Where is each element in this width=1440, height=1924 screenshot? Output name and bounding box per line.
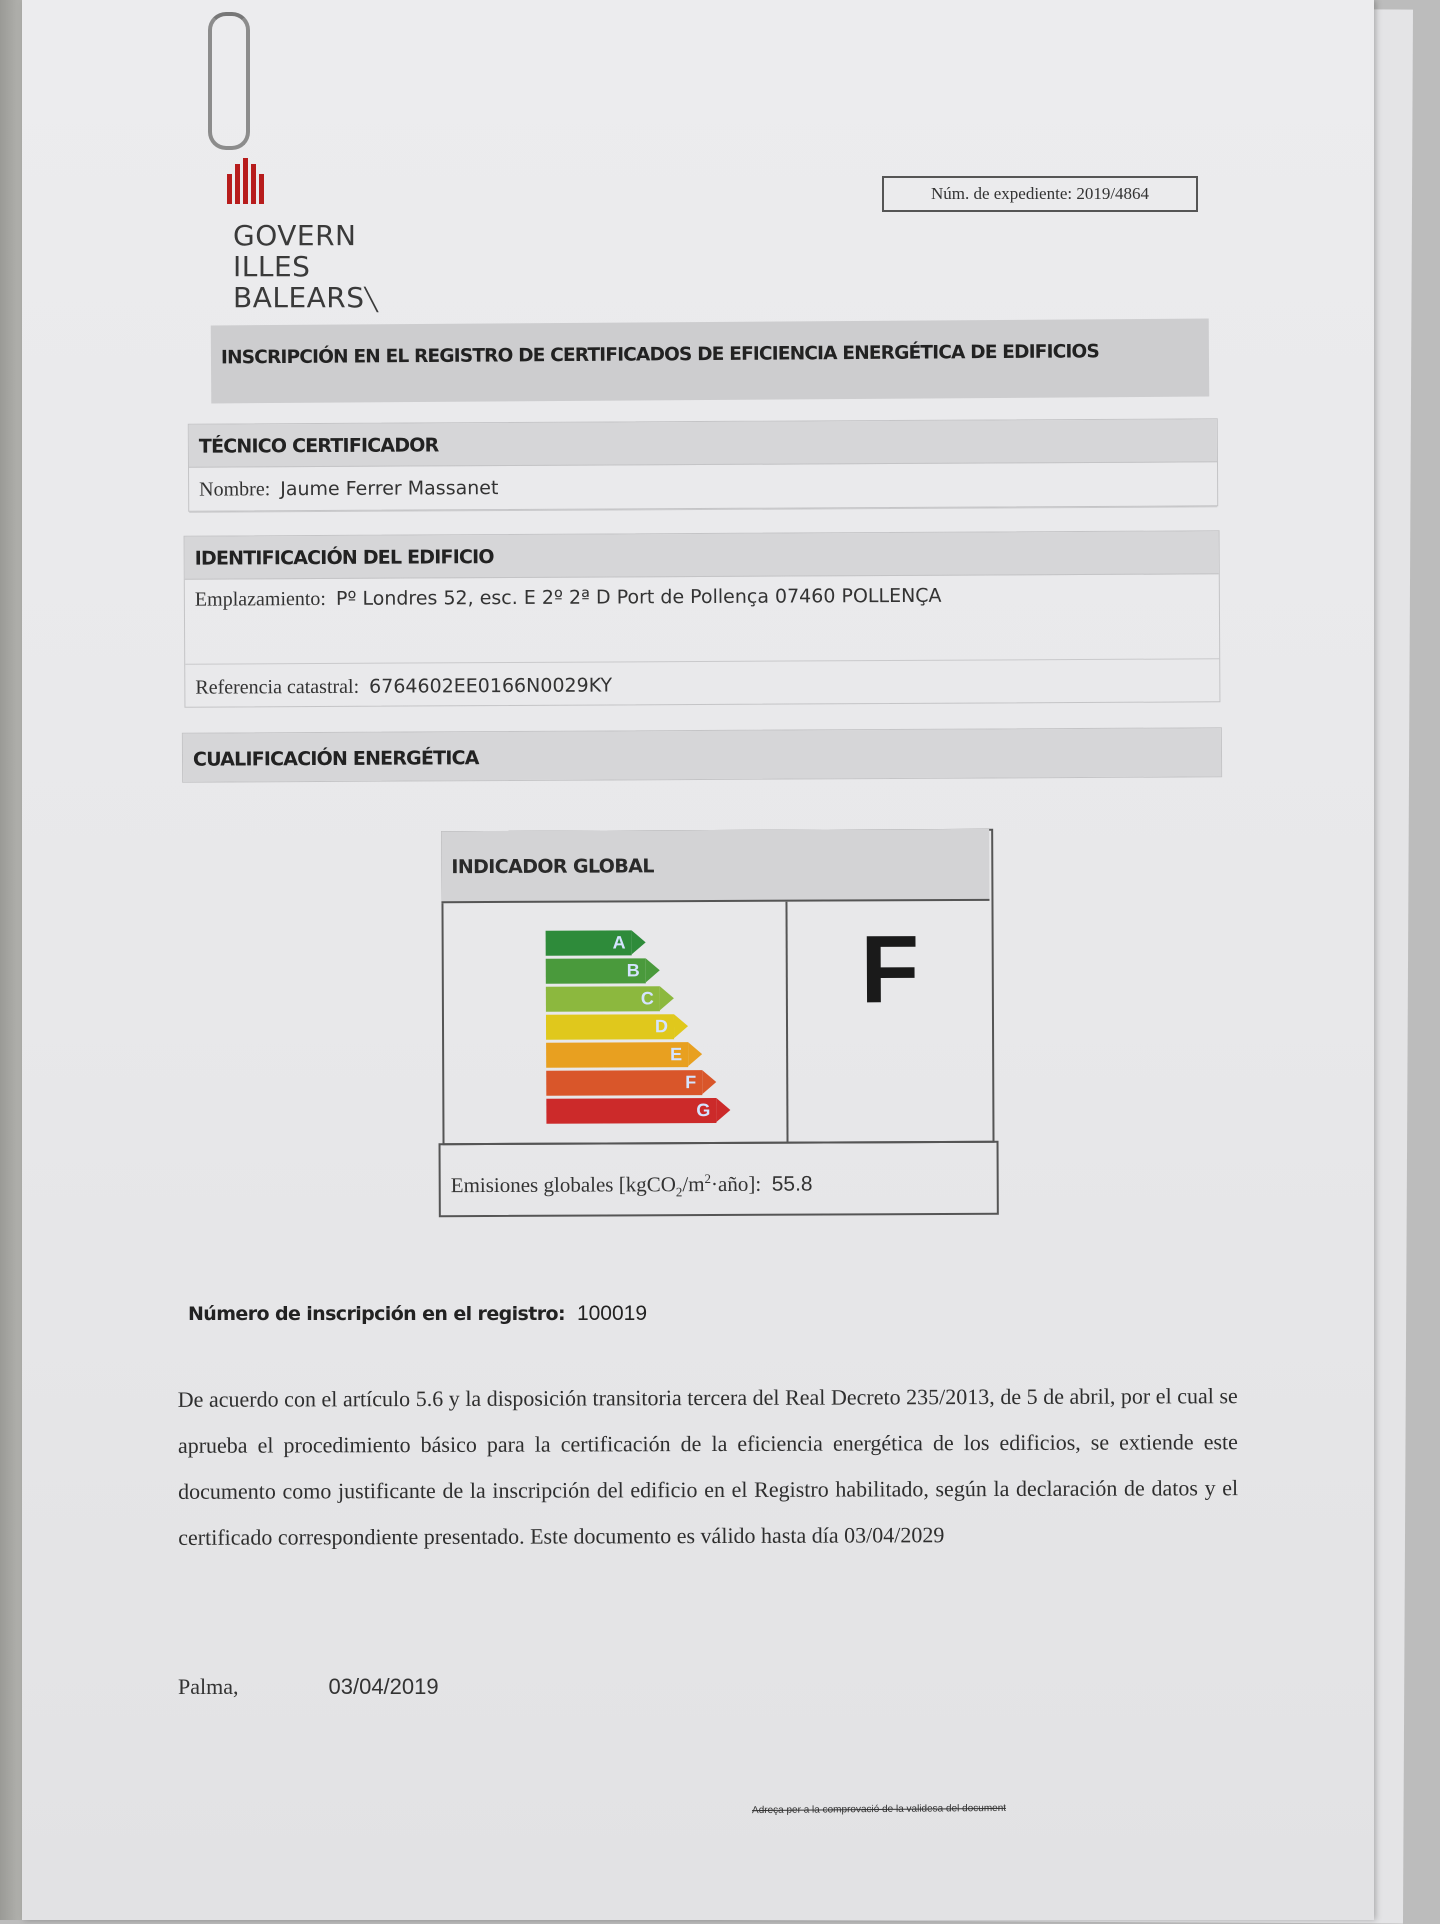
verification-link[interactable]: Adreça per a la comprovació de la validesa del document: [751, 1802, 1007, 1817]
date-line: [178, 1674, 439, 1700]
registro-line: [188, 1302, 647, 1326]
fecha: 03/04/2019: [328, 1674, 439, 1699]
emplazamiento-value: Pº Londres 52, esc. E 2º 2ª D Port de Pollença 07460 POLLENÇA: [335, 584, 942, 610]
indicador-global: [441, 829, 995, 1217]
registro-value: 100019: [576, 1302, 648, 1325]
referencia-row: [185, 659, 1219, 708]
referencia-label: Referencia catastral:: [195, 675, 360, 699]
emisiones-row: Emisiones globales $[kgCO_2/m^2\cdot año]$: 55.8: [439, 1141, 999, 1217]
nombre-value: Jaume Ferrer Massanet: [280, 477, 499, 501]
energy-rating: F: [860, 916, 920, 1024]
edificio-heading: IDENTIFICACIÓN DEL EDIFICIO: [185, 531, 1219, 579]
logo-line-2: ILLES: [233, 250, 311, 283]
tecnico-heading: TÉCNICO CERTIFICADOR: [189, 419, 1217, 467]
scale-bar-a: A: [546, 930, 632, 955]
emplazamiento-label: Emplazamiento:: [194, 587, 327, 611]
document-title: INSCRIPCIÓN EN EL REGISTRO DE CERTIFICADOS DE EFICIENCIA ENERGÉTICA DE EDIFICIOS: [211, 319, 1210, 404]
logo-line-1: GOVERN: [233, 219, 357, 252]
tecnico-nombre-row: [189, 462, 1217, 512]
scale-bar-b: B: [546, 958, 646, 983]
emisiones-value: 55.8: [771, 1172, 813, 1196]
cualificacion-section: [182, 727, 1222, 782]
cualificacion-heading: CUALIFICACIÓN ENERGÉTICA: [183, 728, 1221, 781]
scale-bar-f: F: [546, 1070, 702, 1096]
scale-bar-e: E: [546, 1042, 688, 1068]
edificio-section: [184, 530, 1221, 707]
tecnico-section: [188, 418, 1218, 511]
coat-of-arms-icon: [227, 158, 263, 204]
paperclip-icon: [208, 12, 250, 150]
scale-bar-d: D: [546, 1014, 674, 1040]
lugar: Palma,: [178, 1674, 239, 1699]
scale-bar-c: C: [546, 986, 660, 1011]
certificate-page: [22, 0, 1374, 1920]
scale-bar-g: G: [546, 1098, 716, 1124]
legal-paragraph: De acuerdo con el artículo 5.6 y la disposición transitoria tercera del Real Decreto 235/2013, de 5 de abril, por el cual se aprueba el procedimiento básico para la certificación de la eficiencia energética de los edificios, se extiende este documento como justificante de la inscripción del edificio en el Registro habilitado, según la declaración de datos y el certificado correspondiente presentado. Este documento es válido hasta día 03/04/2029: [177, 1383, 1239, 1550]
nombre-label: Nombre:: [199, 478, 271, 501]
expediente-box: Núm. de expediente: 2019/4864: [882, 176, 1198, 212]
energy-scale: [546, 930, 747, 1131]
registro-label: Número de inscripción en el registro:: [188, 1303, 565, 1325]
emplazamiento-row: [185, 574, 1219, 664]
referencia-value: 6764602EE0166N0029KY: [369, 674, 613, 698]
indicador-heading: INDICADOR GLOBAL: [441, 829, 989, 903]
logo-text: [233, 220, 378, 316]
logo-line-3: BALEARS╲: [233, 281, 379, 314]
